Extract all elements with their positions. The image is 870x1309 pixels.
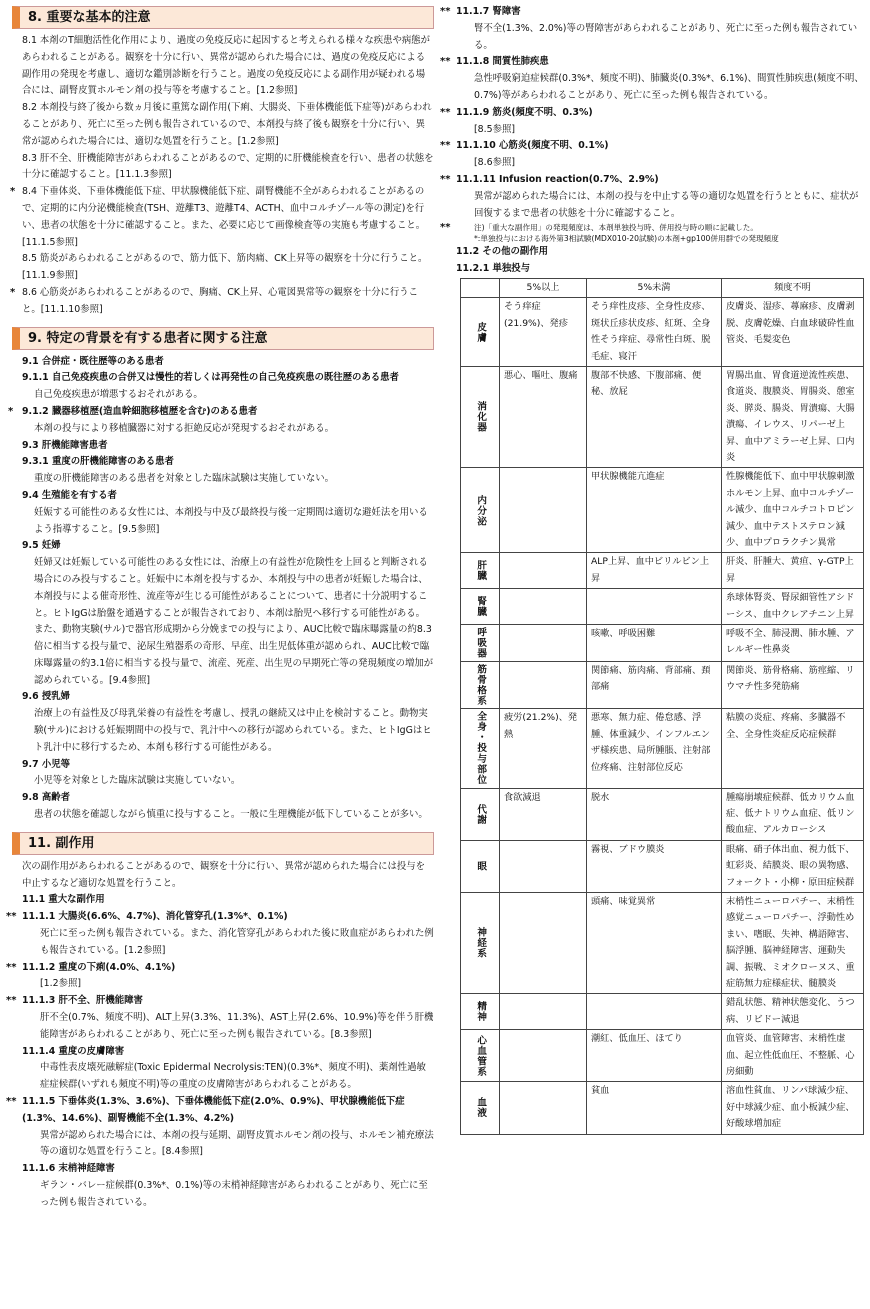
table-category-cell: 神経系 (461, 892, 500, 993)
heading-11-1-11: ** 11.1.11 Infusion reaction(0.7%、2.9%) (440, 172, 866, 189)
text-9-1-1: 自己免疫疾患が増悪するおそれがある。 (34, 389, 203, 401)
text-9-7: 小児等を対象とした臨床試験は実施していない。 (34, 775, 241, 787)
revision-mark: ** (440, 173, 451, 185)
table-cell-under-5pct: 脱水 (587, 788, 722, 840)
table-cell-unknown-freq: 性腺機能低下、血中甲状腺刺激ホルモン上昇、血中コルチゾール減少、血中コルチコトロピン減少、血中テストステロン減少、血中プロラクチン異常 (722, 468, 864, 553)
table-cell-under-5pct: 頭痛、味覚異常 (587, 892, 722, 993)
heading-11-1-7: ** 11.1.7 腎障害 (440, 4, 866, 21)
revision-mark: ** (6, 995, 17, 1007)
table-cell-5pct-plus (500, 892, 587, 993)
table-cell-under-5pct: 霧視、ブドウ膜炎 (587, 840, 722, 892)
table-cell-5pct-plus: 疲労(21.2%)、発熱 (500, 709, 587, 788)
table-category-cell: 血液 (461, 1082, 500, 1134)
text-11-1-10: [8.6参照] (474, 157, 515, 169)
table-cell-unknown-freq: 胃腸出血、胃食道逆流性疾患、食道炎、腹膜炎、胃腸炎、憩室炎、膵炎、腸炎、胃潰瘍、大腸潰瘍、イレウス、リパーゼ上昇、血中アミラーゼ上昇、口内炎 (722, 366, 864, 467)
table-category-cell: 筋骨格系 (461, 661, 500, 708)
table-cell-unknown-freq: 粘膜の炎症、疼痛、多臓器不全、全身性炎症反応症候群 (722, 709, 864, 788)
heading-9-1-1: 9.1.1 自己免疫疾患の合併又は慢性的若しくは再発性の自己免疫疾患の既往歴のある患者 (22, 372, 399, 384)
heading-9-1: 9.1 合併症・既往歴等のある患者 (22, 355, 164, 367)
table-category-cell: 消化器 (461, 366, 500, 467)
revision-mark: ** (440, 56, 451, 68)
heading-9-3-1: 9.3.1 重度の肝機能障害のある患者 (22, 456, 174, 468)
table-row (461, 788, 864, 840)
table-cell-unknown-freq: 皮膚炎、湿疹、蕁麻疹、皮膚剥脱、皮膚乾燥、白血球破砕性血管炎、毛髪変色 (722, 298, 864, 367)
table-cell-5pct-plus: 悪心、嘔吐、腹痛 (500, 366, 587, 467)
heading-11-1-4: 11.1.4 重度の皮膚障害 (22, 1045, 125, 1057)
heading-9-5: 9.5 妊婦 (22, 540, 61, 552)
revision-mark: ** (6, 961, 17, 973)
text-11-1-11: 異常が認められた場合には、本剤の投与を中止する等の適切な処置を行うとともに、症状が回復するまで患者の状態を十分に確認すること。 (474, 190, 859, 219)
intro-11: 次の副作用があらわれることがあるので、観察を十分に行い、異常が認められた場合には投与を中止するなど適切な処置を行うこと。 (22, 860, 425, 889)
heading-11-1-5: ** 11.1.5 下垂体炎(1.3%、3.6%)、下垂体機能低下症(2.0%、0.9%)、甲状腺機能低下症(1.3%、14.6%)、副腎機能不全(1.3%、4.2%) (6, 1096, 405, 1124)
heading-11-1-8: ** 11.1.8 間質性肺疾患 (440, 54, 866, 71)
heading-9-3: 9.3 肝機能障害患者 (22, 439, 108, 451)
heading-11-2: 11.2 その他の副作用 (456, 246, 549, 258)
section-8-heading: 8. 重要な基本的注意 (12, 6, 434, 29)
section-9-heading: 9. 特定の背景を有する患者に関する注意 (12, 327, 434, 350)
revision-mark: ** (6, 911, 17, 923)
table-cell-unknown-freq: 溶血性貧血、リンパ球減少症、好中球減少症、血小板減少症、好酸球増加症 (722, 1082, 864, 1134)
text-9-8: 患者の状態を確認しながら慎重に投与すること。一般に生理機能が低下していることが多い。 (34, 809, 428, 821)
table-cell-under-5pct: 貧血 (587, 1082, 722, 1134)
revision-mark: ** (440, 6, 451, 17)
table-cell-under-5pct: 関節痛、筋肉痛、背部痛、頚部痛 (587, 661, 722, 708)
revision-mark: ** (440, 106, 451, 118)
table-cell-5pct-plus (500, 589, 587, 625)
table-category-cell: 内分泌 (461, 468, 500, 553)
table-row (461, 840, 864, 892)
table-row (461, 1030, 864, 1082)
section-8-item: * 8.6 心筋炎があらわれることがあるので、胸痛、CK上昇、心電図異常等の観察を十分に行うこと。[11.1.10参照] (10, 286, 419, 315)
table-cell-5pct-plus (500, 553, 587, 589)
table-row (461, 553, 864, 589)
table-category-cell: 精神 (461, 994, 500, 1030)
table-row (461, 892, 864, 993)
revision-mark: ** (6, 1096, 17, 1108)
revision-mark: * (10, 286, 16, 298)
table-cell-5pct-plus (500, 661, 587, 708)
heading-11-1-10: ** 11.1.10 心筋炎(頻度不明、0.1%) (440, 138, 866, 155)
table-cell-unknown-freq: 糸球体腎炎、腎尿細管性アシドーシス、血中クレアチニン上昇 (722, 589, 864, 625)
table-header-cell (461, 278, 500, 297)
table-category-cell: 肝臓 (461, 553, 500, 589)
section-8-list (6, 33, 434, 319)
table-row (461, 1082, 864, 1134)
text-11-1-5: 異常が認められた場合には、本剤の投与延期、副腎皮質ホルモン剤の投与、ホルモン補充療法等の適切な処置を行うこと。[8.4参照] (40, 1129, 434, 1158)
table-cell-unknown-freq: 末梢性ニューロパチー、末梢性感覚ニューロパチー、浮動性めまい、嗜眠、失神、構語障害、脳浮腫、脳神経障害、運動失調、振戦、ミオクローヌス、重症筋無力症様症状、髄膜炎 (722, 892, 864, 993)
heading-9-4: 9.4 生殖能を有する者 (22, 489, 117, 501)
heading-11-1-9: ** 11.1.9 筋炎(頻度不明、0.3%) (440, 105, 866, 122)
table-cell-unknown-freq: 錯乱状態、精神状態変化、うつ病、リビドー減退 (722, 994, 864, 1030)
table-cell-5pct-plus (500, 1030, 587, 1082)
table-cell-under-5pct: 腹部不快感、下腹部痛、便秘、放屁 (587, 366, 722, 467)
table-cell-under-5pct: 咳嗽、呼吸困難 (587, 625, 722, 662)
table-category-cell: 眼 (461, 840, 500, 892)
table-cell-unknown-freq: 肝炎、肝腫大、黄疸、γ-GTP上昇 (722, 553, 864, 589)
text-9-3-1: 重度の肝機能障害のある患者を対象とした臨床試験は実施していない。 (34, 473, 335, 485)
text-9-6: 治療上の有益性及び母乳栄養の有益性を考慮し、授乳の継続又は中止を検討すること。動物実験(サル)における妊娠期間中の投与で、乳汁中への移行が認められている。また、ヒトIgGはヒト乳汁中に移行するため、本剤も移行する可能性がある。 (34, 708, 432, 753)
table-cell-under-5pct: 潮紅、低血圧、ほてり (587, 1030, 722, 1082)
section-8-item: 8.3 肝不全、肝機能障害があらわれることがあるので、定期的に肝機能検査を行い、患者の状態を十分に確認すること。[11.1.3参照] (22, 152, 434, 181)
table-header-row (461, 278, 864, 297)
revision-mark: ** (440, 222, 451, 234)
table-row (461, 625, 864, 662)
table-cell-5pct-plus (500, 625, 587, 662)
table-row (461, 709, 864, 788)
table-header-cell: 5%未満 (587, 278, 722, 297)
section-8-item: 8.5 筋炎があらわれることがあるので、筋力低下、筋肉痛、CK上昇等の観察を十分に行うこと。[11.1.9参照] (22, 253, 428, 282)
section-8-item: 8.2 本剤投与終了後から数ヵ月後に重篤な副作用(下痢、大腸炎、下垂体機能低下症等)があらわれることがあり、死亡に至った例も報告されているので、本剤投与終了後も観察を十分に行い、異常が認められた場合には、適切な処置を行うこと。[1.2参照] (22, 102, 432, 147)
footnote-2: *:単独投与における海外第3相試験(MDX010-20試験)の本剤+gp100併用群での発現頻度 (474, 234, 779, 244)
footnote-1: ** 注)「重大な副作用」の発現頻度は、本剤単独投与時、併用投与時の順に記載した。 (440, 222, 758, 234)
table-cell-under-5pct: 甲状腺機能亢進症 (587, 468, 722, 553)
table-category-cell: 代謝 (461, 788, 500, 840)
table-category-cell: 皮膚 (461, 298, 500, 367)
table-cell-unknown-freq: 眼痛、硝子体出血、視力低下、虹彩炎、結膜炎、眼の異物感、フォークト・小柳・原田症候群 (722, 840, 864, 892)
table-cell-5pct-plus (500, 994, 587, 1030)
section-11-heading: 11. 副作用 (12, 832, 434, 855)
text-9-1-2: 本剤の投与により移植臓器に対する拒絶反応が発現するおそれがある。 (34, 422, 335, 434)
table-cell-5pct-plus: 食欲減退 (500, 788, 587, 840)
text-11-1-6: ギラン・バレー症候群(0.3%*、0.1%)等の末梢神経障害があらわれることがあり、死亡に至った例も報告されている。 (40, 1180, 428, 1208)
table-cell-unknown-freq: 腫瘍崩壊症候群、低カリウム血症、低ナトリウム血症、低リン酸血症、アルカローシス (722, 788, 864, 840)
text-11-1-8: 急性呼吸窮迫症候群(0.3%*、頻度不明)、肺臓炎(0.3%*、6.1%)、間質性肺疾患(頻度不明、0.7%)等があらわれることがあり、死亡に至った例も報告されている。 (474, 73, 864, 101)
table-cell-5pct-plus (500, 1082, 587, 1134)
adverse-reactions-table (460, 278, 864, 1135)
table-cell-under-5pct: 悪寒、無力症、倦怠感、浮腫、体重減少、インフルエンザ様疾患、局所腫脹、注射部位疼痛、注射部位反応 (587, 709, 722, 788)
table-row (461, 661, 864, 708)
heading-9-1-2: * 9.1.2 臓器移植歴(造血幹細胞移植歴を含む)のある患者 (6, 404, 434, 421)
table-header-cell: 頻度不明 (722, 278, 864, 297)
table-row (461, 298, 864, 367)
revision-mark: * (8, 405, 14, 417)
table-cell-5pct-plus (500, 840, 587, 892)
table-category-cell: 全身・投与部位 (461, 709, 500, 788)
table-category-cell: 呼吸器 (461, 625, 500, 662)
table-cell-unknown-freq: 血管炎、血管障害、末梢性虚血、起立性低血圧、不整脈、心房細動 (722, 1030, 864, 1082)
text-11-1-3: 肝不全(0.7%、頻度不明)、ALT上昇(3.3%、11.3%)、AST上昇(2.6%、10.9%)等を伴う肝機能障害があらわれることがあり、死亡に至った例も報告されている。[8.3参照] (40, 1012, 434, 1040)
table-row (461, 366, 864, 467)
table-cell-unknown-freq: 呼吸不全、肺浸潤、肺水腫、アレルギー性鼻炎 (722, 625, 864, 662)
text-9-5: 妊婦又は妊娠している可能性のある女性には、治療上の有益性が危険性を上回ると判断される場合にのみ投与すること。妊娠中に本剤を投与するか、本剤投与中の患者が妊娠した場合は、本剤投与による催奇形性、流産等が生じる可能性があることについて、患者に十分説明すること。ヒトIgGは胎盤を通過することが報告されており、本剤は胎児へ移行する可能性がある。また、動物実験(サル)で器官形成期から分娩までの投与により、AUC比較で臨床曝露量の約8.3倍に相当する投与量で、泌尿生殖器系の奇形、早産、出生児低体重が認められ、AUC比較で臨床曝露量の約3.1倍に相当する投与量で、流産、死産、出生児の早期死亡等の発現頻度の増加が認められている。[9.4参照] (34, 557, 434, 686)
table-category-cell: 心血管系 (461, 1030, 500, 1082)
heading-9-6: 9.6 授乳婦 (22, 691, 70, 703)
text-9-4: 妊娠する可能性のある女性には、本剤投与中及び最終投与後一定期間は適切な避妊法を用いるよう指導すること。[9.5参照] (34, 506, 428, 535)
left-column (6, 4, 434, 1212)
text-11-1-4: 中毒性表皮壊死融解症(Toxic Epidermal Necrolysis:TEN)(0.3%*、頻度不明)、薬剤性過敏症症候群(いずれも頻度不明)等の重度の皮膚障害があらわれることがある。 (40, 1062, 426, 1091)
table-cell-5pct-plus (500, 468, 587, 553)
revision-mark: * (10, 186, 16, 198)
section-8-item: 8.1 本剤のT細胞活性化作用により、過度の免疫反応に起因すると考えられる様々な疾患や病態があらわれることがある。観察を十分に行い、異常が認められた場合には、過度の免疫反応による副作用の発現を考慮し、適切な鑑別診断を行うこと。過度の免疫反応による副作用が疑われる場合には、副腎皮質ホルモン剤の投与等を考慮すること。[1.2参照] (22, 35, 430, 97)
text-11-1-9: [8.5参照] (474, 123, 515, 135)
section-8-item: * 8.4 下垂体炎、下垂体機能低下症、甲状腺機能低下症、副腎機能不全があらわれることがあるので、定期的に内分泌機能検査(TSH、遊離T3、遊離T4、ACTH、血中コルチゾール等の測定)を行い、患者の状態を十分に確認すること。また、必要に応じて画像検査等の実施も考慮すること。[11.1.5参照] (10, 186, 426, 248)
heading-9-8: 9.8 高齢者 (22, 792, 70, 804)
adverse-table-wrap (440, 278, 866, 1135)
heading-11-1-3: ** 11.1.3 肝不全、肝機能障害 (6, 993, 434, 1010)
table-row (461, 994, 864, 1030)
heading-11-2-1: 11.2.1 単独投与 (456, 263, 530, 275)
heading-9-7: 9.7 小児等 (22, 758, 70, 770)
text-11-1-1: 死亡に至った例も報告されている。また、消化管穿孔があらわれた後に敗血症があらわれた例も報告されている。[1.2参照] (40, 928, 434, 956)
table-row (461, 589, 864, 625)
table-cell-under-5pct (587, 994, 722, 1030)
heading-11-1-2: ** 11.1.2 重度の下痢(4.0%、4.1%) (6, 960, 434, 977)
heading-11-1: 11.1 重大な副作用 (22, 894, 105, 906)
table-cell-under-5pct (587, 589, 722, 625)
revision-mark: ** (440, 140, 451, 152)
heading-11-1-6: 11.1.6 末梢神経障害 (22, 1163, 115, 1175)
right-column (440, 4, 866, 1135)
text-11-1-2: [1.2参照] (40, 978, 81, 990)
table-header-cell: 5%以上 (500, 278, 587, 297)
table-category-cell: 腎臓 (461, 589, 500, 625)
table-row (461, 468, 864, 553)
table-cell-under-5pct: そう痒性皮疹、全身性皮疹、斑状丘疹状皮疹、紅斑、全身性そう痒症、尋常性白斑、脱毛症、寝汗 (587, 298, 722, 367)
text-11-1-7: 腎不全(1.3%、2.0%)等の腎障害があらわれることがあり、死亡に至った例も報告されている。 (474, 22, 858, 51)
table-cell-unknown-freq: 関節炎、筋骨格痛、筋痙縮、リウマチ性多発筋痛 (722, 661, 864, 708)
table-cell-under-5pct: ALP上昇、血中ビリルビン上昇 (587, 553, 722, 589)
heading-11-1-1: ** 11.1.1 大腸炎(6.6%、4.7%)、消化管穿孔(1.3%*、0.1%) (6, 909, 434, 926)
table-cell-5pct-plus: そう痒症(21.9%)、発疹 (500, 298, 587, 367)
